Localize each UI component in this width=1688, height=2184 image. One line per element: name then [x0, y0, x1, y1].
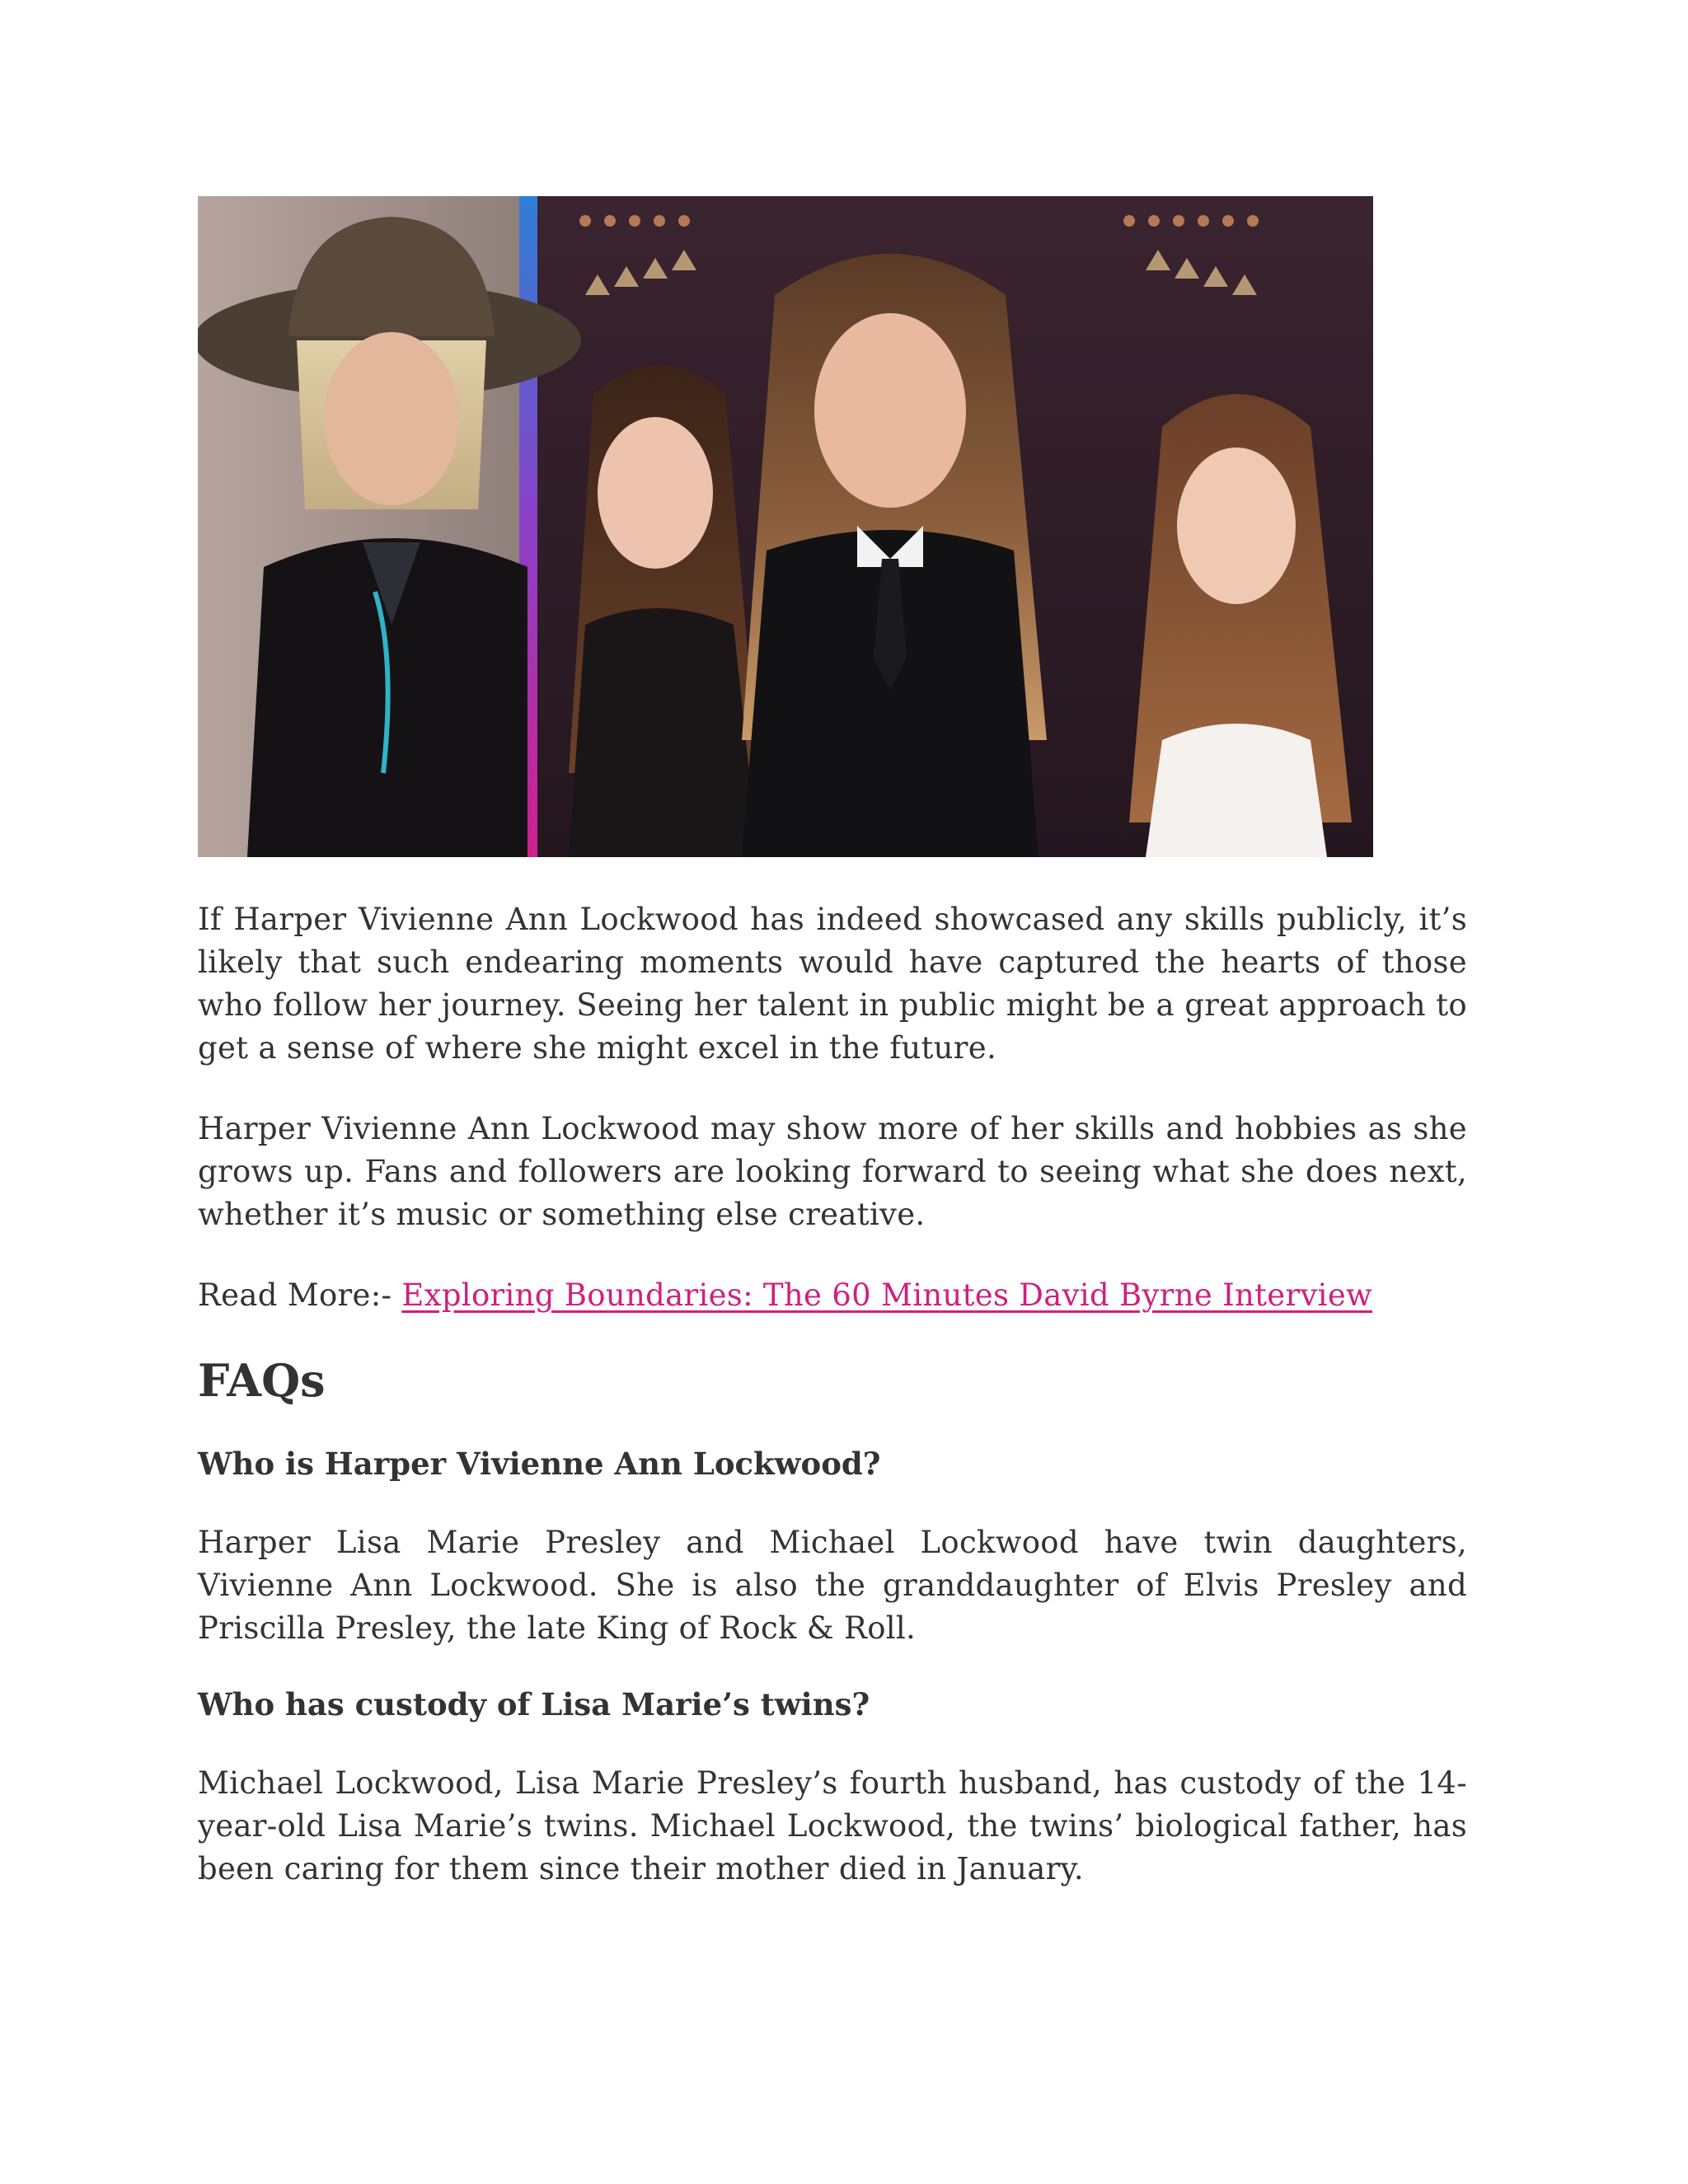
faq-question: Who has custody of Lisa Marie’s twins?	[198, 1686, 870, 1722]
faq-question: Who is Harper Vivienne Ann Lockwood?	[198, 1446, 881, 1482]
article-content	[198, 196, 1467, 1891]
faq-answer: Harper Lisa Marie Presley and Michael Lockwood have twin daughters, Vivienne Ann Lockwood. She is also the granddaughter of Elvis Presley and Priscilla Presley, the late King of Rock & Roll.	[198, 1525, 1467, 1646]
family-photo	[198, 196, 1373, 857]
read-more	[198, 1274, 1467, 1317]
faq-answer: Michael Lockwood, Lisa Marie Presley’s fourth husband, has custody of the 14-year-old Lisa Marie’s twins. Michael Lockwood, the twins’ biological father, has been caring for them since their mother died in January.	[198, 1765, 1467, 1886]
paragraph-skills: If Harper Vivienne Ann Lockwood has indeed showcased any skills publicly, it’s likely that such endearing moments would have captured the hearts of those who follow her journey. Seeing her talent in public might be a great approach to get a sense of where she might excel in the future.	[198, 902, 1467, 1066]
faq-heading: FAQs	[198, 1354, 326, 1407]
read-more-link[interactable]: Exploring Boundaries: The 60 Minutes David Byrne Interview	[401, 1277, 1372, 1313]
family-photo-illustration	[198, 196, 1373, 857]
read-more-prefix: Read More:-	[198, 1277, 402, 1313]
paragraph-future: Harper Vivienne Ann Lockwood may show more of her skills and hobbies as she grows up. Fans and followers are looking forward to seeing what she does next, whether it’s music or something else creative.	[198, 1111, 1467, 1232]
